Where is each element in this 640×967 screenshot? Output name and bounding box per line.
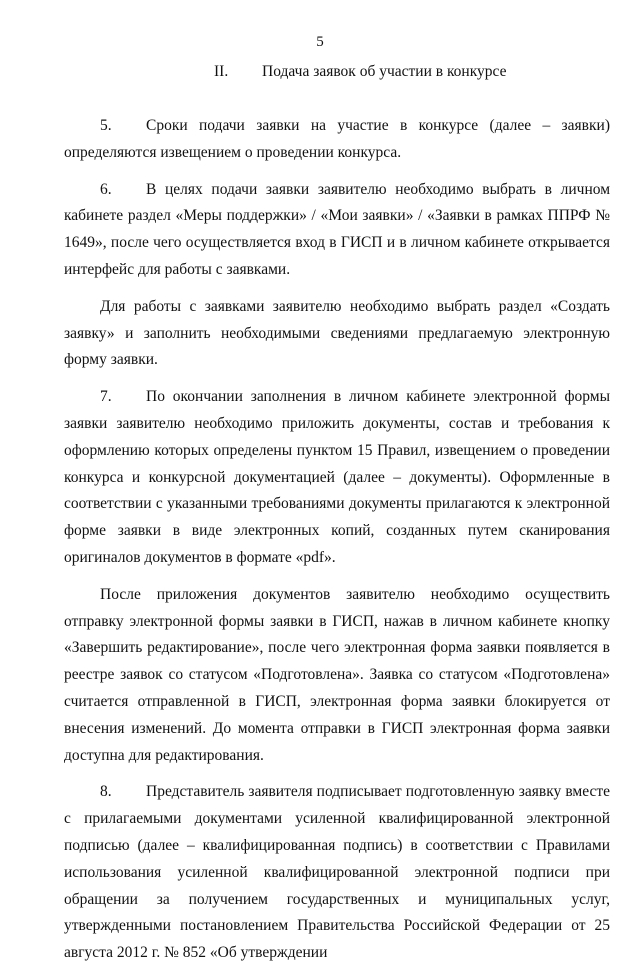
page-number: 5 bbox=[316, 34, 324, 50]
paragraph-7-continued bbox=[64, 582, 610, 770]
paragraph-6-continued bbox=[64, 294, 610, 374]
paragraph-text: В целях подачи заявки заявителю необходимо выбрать в личном кабинете раздел «Меры поддержки» / «Мои заявки» / «Заявки в рамках ППРФ № 1649», после чего осуществляется вход в ГИСП и в личном кабинете открывается интерфейс для работы с заявками. bbox=[64, 180, 610, 278]
section-title: Подача заявок об участии в конкурсе bbox=[262, 63, 507, 80]
document-body bbox=[64, 113, 610, 967]
paragraph-5 bbox=[64, 113, 610, 167]
paragraph-number: 7. bbox=[100, 388, 112, 406]
paragraph-text: После приложения документов заявителю необходимо осуществить отправку электронной формы заявки в ГИСП, нажав в личном кабинете кнопку «Завершить редактирование», после чего электронная форма заявки появляется в реестре заявок со статусом «Подготовлена». Заявка со статусом «Подготовлена» считается отправленной в ГИСП, электронная форма заявки блокируется от внесения изменений. До момента отправки в ГИСП электронная форма заявки доступна для редактирования. bbox=[64, 585, 610, 764]
section-heading bbox=[214, 63, 507, 81]
paragraph-number: 8. bbox=[100, 783, 112, 801]
section-number: II. bbox=[214, 63, 229, 80]
paragraph-text: Для работы с заявками заявителю необходимо выбрать раздел «Создать заявку» и заполнить необходимыми сведениями предлагаемую электронную форму заявки. bbox=[64, 297, 610, 369]
paragraph-text: Сроки подачи заявки на участие в конкурсе (далее – заявки) определяются извещением о проведении конкурса. bbox=[64, 117, 610, 161]
paragraph-text: Представитель заявителя подписывает подготовленную заявку вместе с прилагаемыми документами усиленной квалифицированной электронной подписью (далее – квалифицированная подпись) в соответствии с Правилами использования усиленной квалифицированной электронной подписи при обращении за получением государственных и муниципальных услуг, утвержденными постановлением Правительства Российской Федерации от 25 августа 2012 г. № 852 «Об утверждении bbox=[64, 783, 610, 962]
paragraph-8 bbox=[64, 779, 610, 967]
paragraph-number: 6. bbox=[100, 180, 112, 198]
paragraph-number: 5. bbox=[100, 117, 112, 134]
paragraph-7 bbox=[64, 384, 610, 572]
paragraph-6 bbox=[64, 177, 610, 284]
paragraph-text: По окончании заполнения в личном кабинете электронной формы заявки заявителю необходимо приложить документы, состав и требования к оформлению которых определены пунктом 15 Правил, извещением о проведении конкурса и конкурсной документацией (далее – документы). Оформленные в соответствии с указанными требованиями документы прилагаются к электронной форме заявки в виде электронных копий, созданных путем сканирования оригиналов документов в формате «pdf». bbox=[64, 388, 610, 566]
